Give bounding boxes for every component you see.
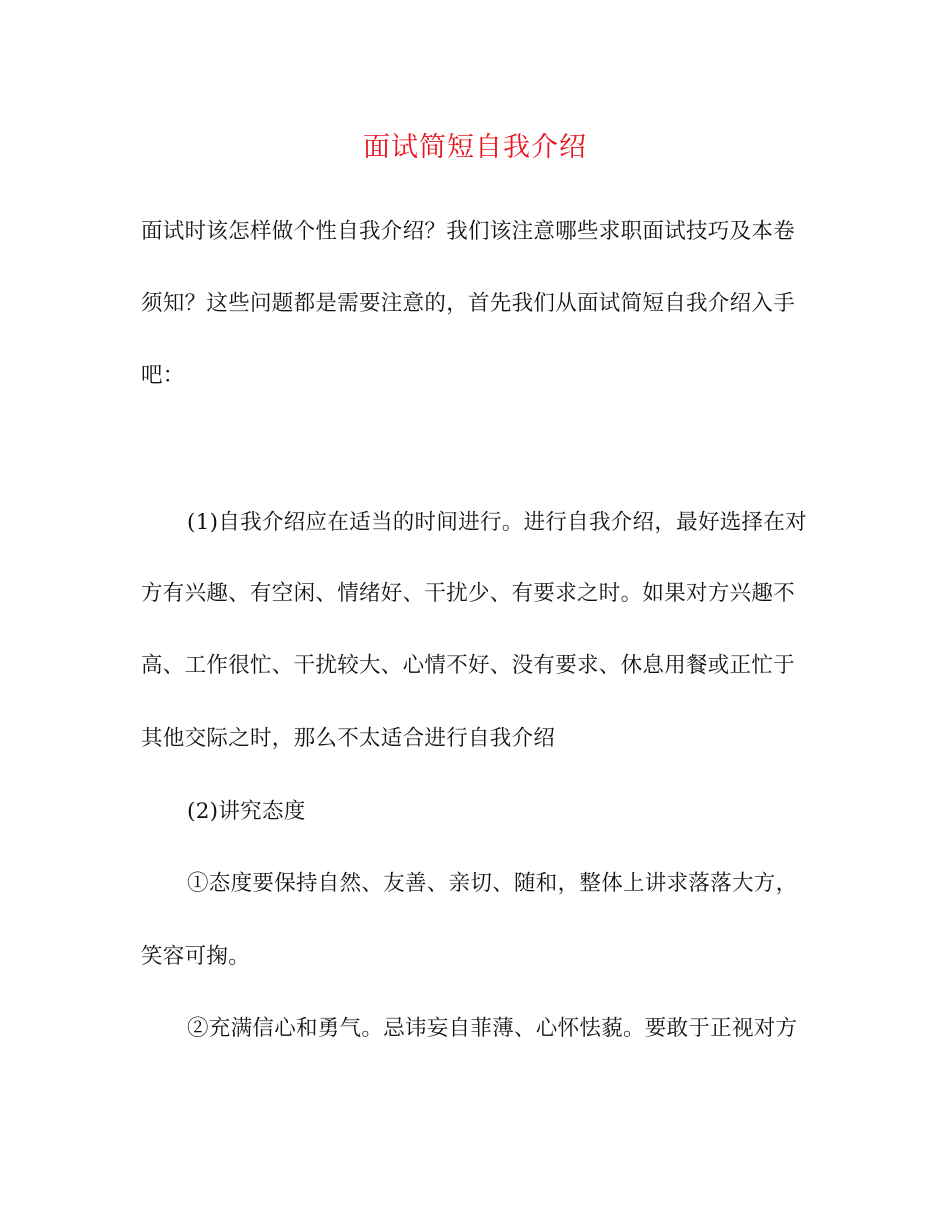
paragraph-line: 吧： bbox=[141, 363, 185, 388]
paragraph-line: ①态度要保持自然、友善、亲切、随和，整体上讲求落落大方， bbox=[187, 871, 798, 896]
paragraph-line: 其他交际之时，那么不太适合进行自我介绍 bbox=[141, 726, 556, 751]
paragraph-line: 高、工作很忙、干扰较大、心情不好、没有要求、休息用餐或正忙于 bbox=[141, 653, 796, 678]
paragraph-line: ②充满信心和勇气。忌讳妄自菲薄、心怀怯藐。要敢于正视对方 bbox=[187, 1016, 798, 1041]
paragraph-line: 笑容可掬。 bbox=[141, 944, 251, 969]
paragraph-line: 面试时该怎样做个性自我介绍？我们该注意哪些求职面试技巧及本卷 bbox=[141, 219, 796, 244]
paragraph-line: (1)自我介绍应在适当的时间进行。进行自我介绍，最好选择在对 bbox=[187, 510, 807, 535]
section-heading: (2)讲究态度 bbox=[187, 799, 306, 824]
paragraph-line: 方有兴趣、有空闲、情绪好、干扰少、有要求之时。如果对方兴趣不 bbox=[141, 581, 796, 606]
paragraph-line: 须知？这些问题都是需要注意的，首先我们从面试简短自我介绍入手 bbox=[141, 291, 796, 316]
document-title: 面试简短自我介绍 bbox=[363, 132, 587, 163]
